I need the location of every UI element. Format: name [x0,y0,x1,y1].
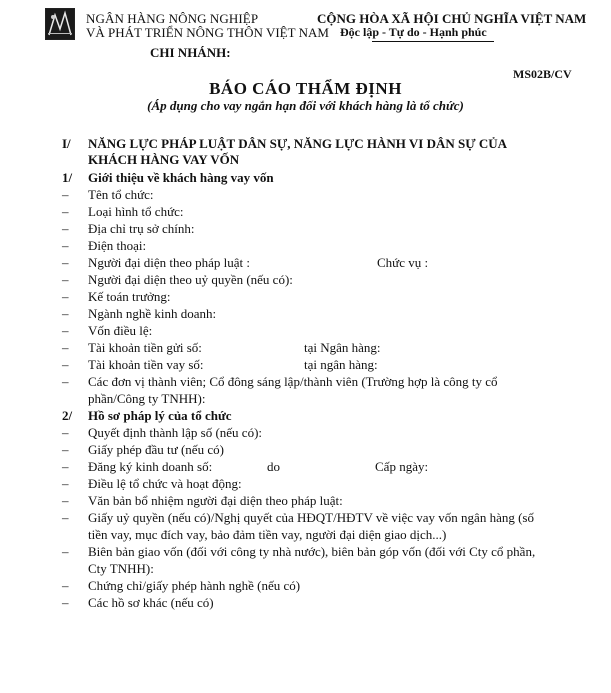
list-bullet: – [62,272,69,287]
field-phone: Điện thoại: [88,238,147,253]
field-head-office: Địa chỉ trụ sở chính: [88,221,195,236]
field-investment-license: Giấy phép đầu tư (nếu có) [88,442,224,457]
list-bullet: – [62,204,69,219]
list-bullet: – [62,442,69,457]
field-capital-minutes-line1: Biên bản giao vốn (đối với công ty nhà nước), biên bản góp vốn (đối với Cty cổ phần, [88,544,536,559]
list-bullet: – [62,323,69,338]
subsection1-title: Giới thiệu về khách hàng vay vốn [88,170,274,185]
list-bullet: – [62,595,69,610]
form-code: MS02B/CV [513,67,572,81]
list-bullet: – [62,289,69,304]
list-bullet: – [62,255,69,270]
list-bullet: – [62,493,69,508]
field-authorization-line2: tiền vay, mục đích vay, bảo đảm tiền vay, người đại diện giao dịch...) [88,527,447,542]
field-loan-bank: tại ngân hàng: [304,357,378,372]
field-authorization-line1: Giấy uỷ quyền (nếu có)/Nghị quyết của HĐQT/HĐTV về việc vay vốn ngân hàng (số [88,510,534,525]
field-issue-date: Cấp ngày: [375,459,429,474]
republic-motto: Độc lập - Tự do - Hạnh phúc [340,25,487,39]
field-other-documents: Các hồ sơ khác (nếu có) [88,595,214,610]
list-bullet: – [62,187,69,202]
list-bullet: – [62,510,69,525]
list-bullet: – [62,306,69,321]
list-bullet: – [62,221,69,236]
field-appointment-document: Văn bản bổ nhiệm người đại diện theo pháp luật: [88,493,343,508]
republic-title: CỘNG HÒA XÃ HỘI CHỦ NGHĨA VIỆT NAM [317,11,587,26]
subsection2-number: 2/ [62,408,73,423]
list-bullet: – [62,238,69,253]
field-position: Chức vụ : [377,255,429,270]
document-subtitle: (Áp dụng cho vay ngắn hạn đối với khách hàng là tổ chức) [147,98,464,113]
field-issued-by: do [267,459,280,474]
field-capital-minutes-line2: Cty TNHH): [88,561,154,576]
list-bullet: – [62,425,69,440]
list-bullet: – [62,578,69,593]
field-business-registration: Đăng ký kinh doanh số: [88,459,213,474]
field-org-type: Loại hình tổ chức: [88,204,184,219]
list-bullet: – [62,357,69,372]
document-title: BÁO CÁO THẨM ĐỊNH [209,79,402,98]
field-members-line2: phần/Công ty TNHH): [88,391,206,406]
field-deposit-account: Tài khoản tiền gửi số: [88,340,202,355]
bank-name-line2: VÀ PHÁT TRIỂN NÔNG THÔN VIỆT NAM [86,25,329,40]
field-business-lines: Ngành nghề kinh doanh: [88,306,217,321]
field-legal-representative: Người đại diện theo pháp luật : [88,255,250,270]
field-authorized-representative: Người đại diện theo uỷ quyền (nếu có): [88,272,293,287]
field-chief-accountant: Kế toán trưởng: [88,289,171,304]
field-establishment-decision: Quyết định thành lập số (nếu có): [88,425,263,440]
list-bullet: – [62,476,69,491]
motto-underline [372,41,494,42]
list-bullet: – [62,459,69,474]
subsection1-number: 1/ [62,170,73,185]
field-members-line1: Các đơn vị thành viên; Cổ đông sáng lập/thành viên (Trường hợp là công ty cổ [88,374,498,389]
bank-name-line1: NGÂN HÀNG NÔNG NGHIỆP [86,11,259,26]
subsection2-title: Hồ sơ pháp lý của tổ chức [88,408,232,423]
section1-number: I/ [62,136,71,151]
field-charter-capital: Vốn điều lệ: [88,323,153,338]
list-bullet: – [62,374,69,389]
field-org-name: Tên tổ chức: [88,187,154,202]
list-bullet: – [62,340,69,355]
section1-title-line2: KHÁCH HÀNG VAY VỐN [88,152,240,167]
list-bullet: – [62,544,69,559]
field-practice-certificate: Chứng chỉ/giấy phép hành nghề (nếu có) [88,578,301,593]
field-loan-account: Tài khoản tiền vay số: [88,357,204,372]
field-charter: Điều lệ tổ chức và hoạt động: [88,476,242,491]
branch-label: CHI NHÁNH: [150,45,231,60]
bank-logo-icon [45,8,75,40]
section1-title-line1: NĂNG LỰC PHÁP LUẬT DÂN SỰ, NĂNG LỰC HÀNH VI DÂN SỰ CỦA [88,136,508,151]
field-deposit-bank: tại Ngân hàng: [304,340,381,355]
